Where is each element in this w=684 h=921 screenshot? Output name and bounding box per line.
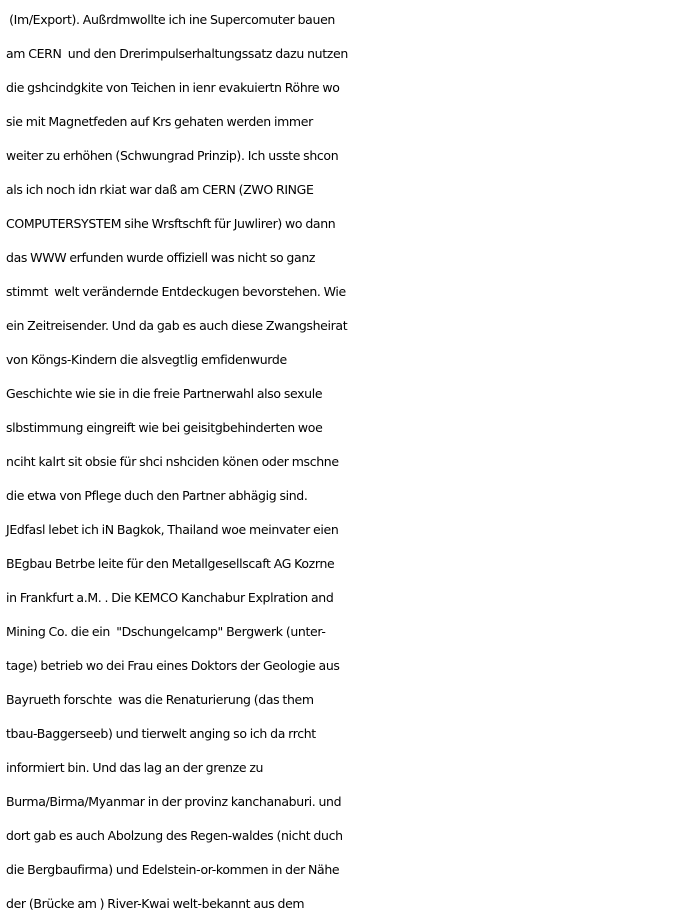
text-line: slbstimmung eingreift wie bei geisitgbehinderten woe <box>6 420 323 435</box>
text-line: COMPUTERSYSTEM sihe Wrsftschft für Juwlirer) wo dann <box>6 216 336 231</box>
text-line: Bayrueth forschte was die Renaturierung (das them <box>6 692 314 707</box>
text-line: sie mit Magnetfeden auf Krs gehaten werden immer <box>6 114 313 129</box>
text-line: als ich noch idn rkiat war daß am CERN (ZWO RINGE <box>6 182 314 197</box>
text-line: BEgbau Betrbe leite für den Metallgesellscaft AG Kozrne <box>6 556 335 571</box>
text-body <box>6 3 682 921</box>
text-line: Mining Co. die ein "Dschungelcamp" Bergwerk (unter- <box>6 624 326 639</box>
text-line: der (Brücke am ) River-Kwai welt-bekannt aus dem <box>6 896 305 911</box>
text-line: Geschichte wie sie in die freie Partnerwahl also sexule <box>6 386 323 401</box>
text-line: nciht kalrt sit obsie für shci nshciden könen oder mschne <box>6 454 339 469</box>
text-line: (Im/Export). Außrdmwollte ich ine Supercomuter bauen <box>6 12 335 27</box>
text-line: informiert bin. Und das lag an der grenze zu <box>6 760 264 775</box>
text-line: ein Zeitreisender. Und da gab es auch diese Zwangsheirat <box>6 318 348 333</box>
text-line: von Köngs-Kindern die alsvegtlig emfidenwurde <box>6 352 287 367</box>
text-line: die etwa von Pflege duch den Partner abhägig sind. <box>6 488 308 503</box>
text-line: tbau-Baggerseeb) und tierwelt anging so ich da rrcht <box>6 726 316 741</box>
text-line: am CERN und den Drerimpulserhaltungssatz dazu nutzen <box>6 46 348 61</box>
text-line: stimmt welt verändernde Entdeckugen bevorstehen. Wie <box>6 284 346 299</box>
text-line: Burma/Birma/Myanmar in der provinz kanchanaburi. und <box>6 794 342 809</box>
text-line: dort gab es auch Abolzung des Regen-waldes (nicht duch <box>6 828 343 843</box>
text-line: die Bergbaufirma) und Edelstein-or-kommen in der Nähe <box>6 862 340 877</box>
text-line: weiter zu erhöhen (Schwungrad Prinzip). Ich usste shcon <box>6 148 339 163</box>
text-line: das WWW erfunden wurde offiziell was nicht so ganz <box>6 250 316 265</box>
text-line: in Frankfurt a.M. . Die KEMCO Kanchabur Explration and <box>6 590 334 605</box>
text-line: tage) betrieb wo dei Frau eines Doktors der Geologie aus <box>6 658 340 673</box>
text-line: die gshcindgkite von Teichen in ienr evakuiertn Röhre wo <box>6 80 340 95</box>
text-line: JEdfasl lebet ich iN Bagkok, Thailand woe meinvater eien <box>6 522 339 537</box>
